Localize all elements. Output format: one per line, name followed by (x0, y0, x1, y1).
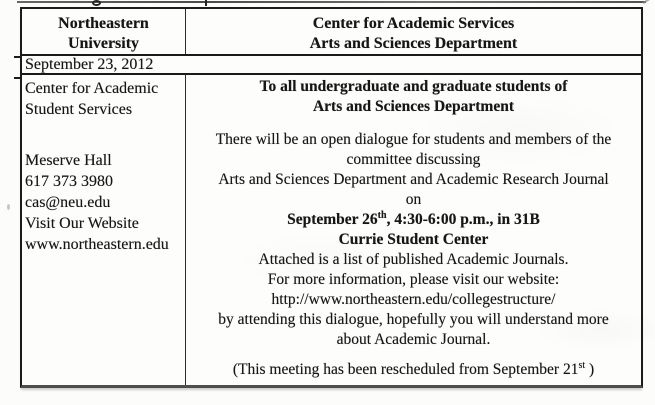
department-header-cell (186, 9, 641, 54)
notice-heading-line1: To all undergraduate and graduate students of (259, 78, 568, 95)
university-name-cell (22, 9, 186, 54)
sender-info-cell (22, 75, 186, 385)
event-time-room: , 4:30-6:00 p.m., in 31B (386, 211, 540, 228)
department-header-line1: Center for Academic Services (312, 15, 515, 32)
sender-org-line1: Center for Academic (25, 80, 159, 97)
notice-heading-line2: Arts and Sciences Department (312, 98, 515, 115)
website-url: www.northeastern.edu (25, 236, 169, 253)
reschedule-close: ) (585, 361, 595, 378)
scan-artifact-top-line (17, 1, 646, 3)
reschedule-note (186, 360, 641, 380)
body-row (22, 75, 641, 385)
border-overhang (14, 77, 22, 79)
info-url: http://www.northeastern.edu/collegestructure/ (271, 291, 556, 308)
scan-artifact-corner (642, 0, 653, 4)
notice-heading (186, 77, 641, 117)
letterhead-row (22, 9, 641, 56)
notice-body-line: committee discussing (346, 151, 481, 168)
closing-line2: about Academic Journal. (336, 331, 491, 348)
university-name-line1: Northeastern (58, 15, 149, 32)
event-datetime (186, 210, 641, 230)
border-overhang (14, 56, 22, 58)
department-header-line2: Arts and Sciences Department (309, 35, 518, 52)
reschedule-text: (This meeting has been rescheduled from September 21 (232, 361, 579, 378)
notice-body-line: Arts and Sciences Department and Academic Research Journal (218, 171, 609, 188)
notice-body-line: There will be an open dialogue for students and members of the (215, 131, 612, 148)
event-date-ordinal: th (377, 209, 387, 221)
document-date: September 23, 2012 (25, 56, 154, 73)
info-line: For more information, please visit our website: (267, 271, 560, 288)
date-row (22, 56, 641, 75)
scan-artifact-tick (205, 0, 207, 6)
scan-artifact-dot (7, 204, 10, 210)
event-location: Currie Student Center (338, 231, 489, 248)
closing-line1: by attending this dialogue, hopefully you will understand more (218, 311, 609, 328)
notice-table (20, 7, 643, 388)
notice-content-cell (186, 75, 641, 385)
building-name: Meserve Hall (25, 152, 112, 169)
website-label: Visit Our Website (25, 215, 139, 232)
notice-body-line: on (405, 191, 422, 208)
email-address: cas@neu.edu (25, 194, 111, 211)
university-name-line2: University (67, 35, 140, 52)
attachment-note: Attached is a list of published Academic Journals. (258, 251, 569, 268)
scan-artifact-loop (92, 0, 101, 6)
sender-org-line2: Student Services (25, 101, 133, 118)
notice-body (186, 130, 641, 350)
phone-number: 617 373 3980 (25, 173, 113, 190)
contact-block (25, 150, 183, 255)
reschedule-ordinal: st (578, 359, 586, 371)
event-date-text: September 26 (287, 211, 378, 228)
